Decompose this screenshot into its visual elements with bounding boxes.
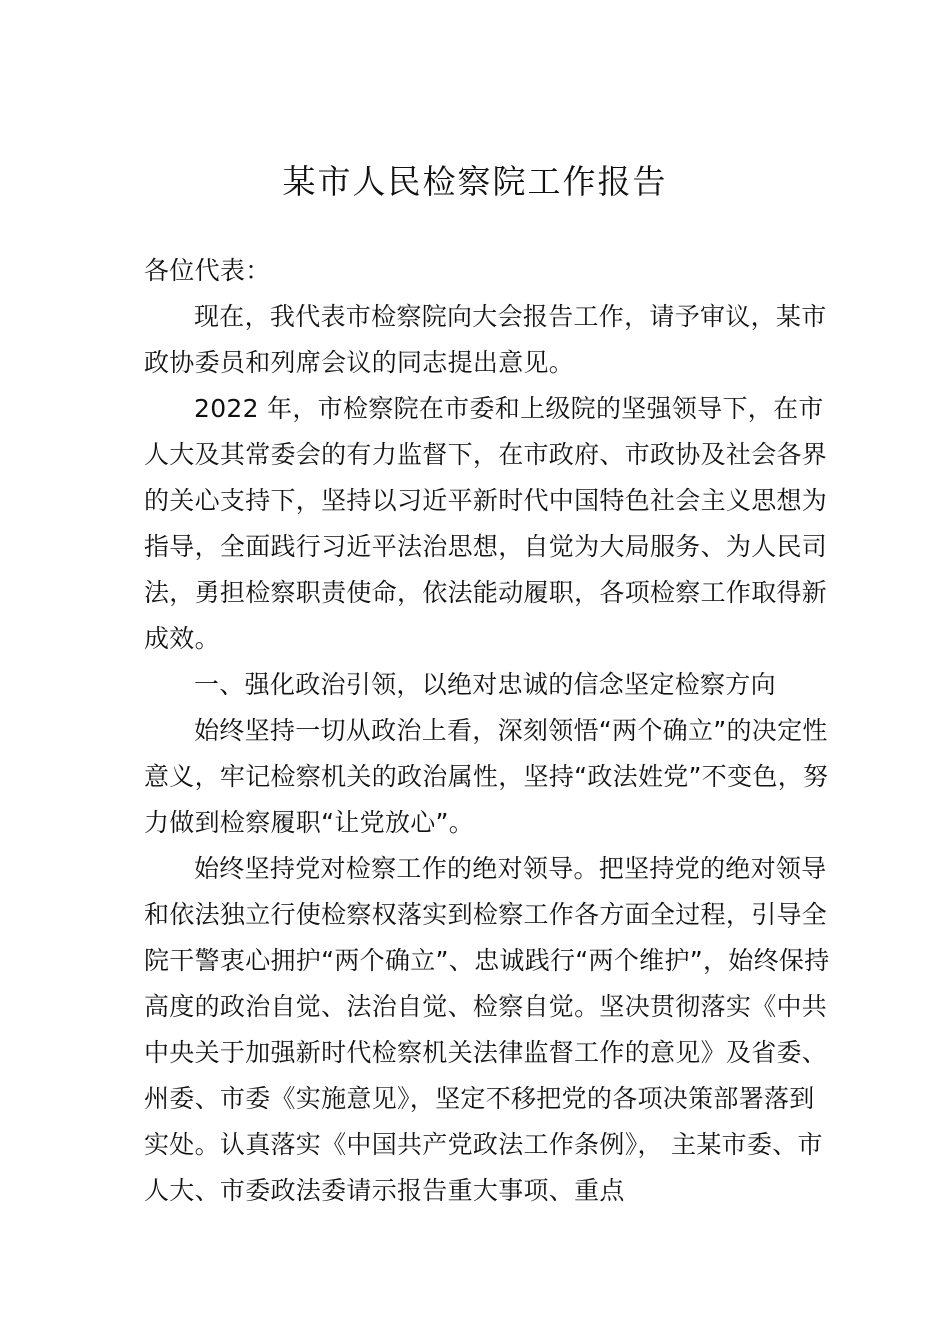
section-paragraph-2: 始终坚持党对检察工作的绝对领导。把坚持党的绝对领导和依法独立行使检察权落实到检察工作各方面全过程，引导全院干警衷心拥护“两个确立”、忠诚践行“两个维护”，始终保持高度的政治自觉、法治自觉、检察自觉。坚决贯彻落实《中共中央关于加强新时代检察机关法律监督工作的意见》及省委、州委、市委《实施意见》，坚定不移把党的各项决策部署落到实处。认真落实《中国共产党政法工作条例》， 主某市委、市人大、市委政法委请示报告重大事项、重点	[144, 854, 830, 1205]
document-body	[144, 248, 834, 1214]
document-title: 某市人民检察院工作报告	[282, 162, 668, 201]
section-paragraph-1: 始终坚持一切从政治上看，深刻领悟“两个确立”的决定性意义，牢记检察机关的政治属性，坚持“政法姓党”不变色，努力做到检察履职“让党放心”。	[144, 716, 829, 837]
salutation: 各位代表：	[144, 256, 271, 285]
paragraph-intro: 现在，我代表市检察院向大会报告工作，请予审议，某市政协委员和列席会议的同志提出意见。	[144, 302, 827, 377]
paragraph-summary: 2022 年，市检察院在市委和上级院的坚强领导下，在市人大及其常委会的有力监督下，在市政府、市政协及社会各界的关心支持下，坚持以习近平新时代中国特色社会主义思想为指导，全面践行习近平法治思想，自觉为大局服务、为人民司法，勇担检察职责使命，依法能动履职，各项检察工作取得新成效。	[144, 394, 828, 653]
section-heading: 一、强化政治引领，以绝对忠诚的信念坚定检察方向	[194, 670, 776, 699]
